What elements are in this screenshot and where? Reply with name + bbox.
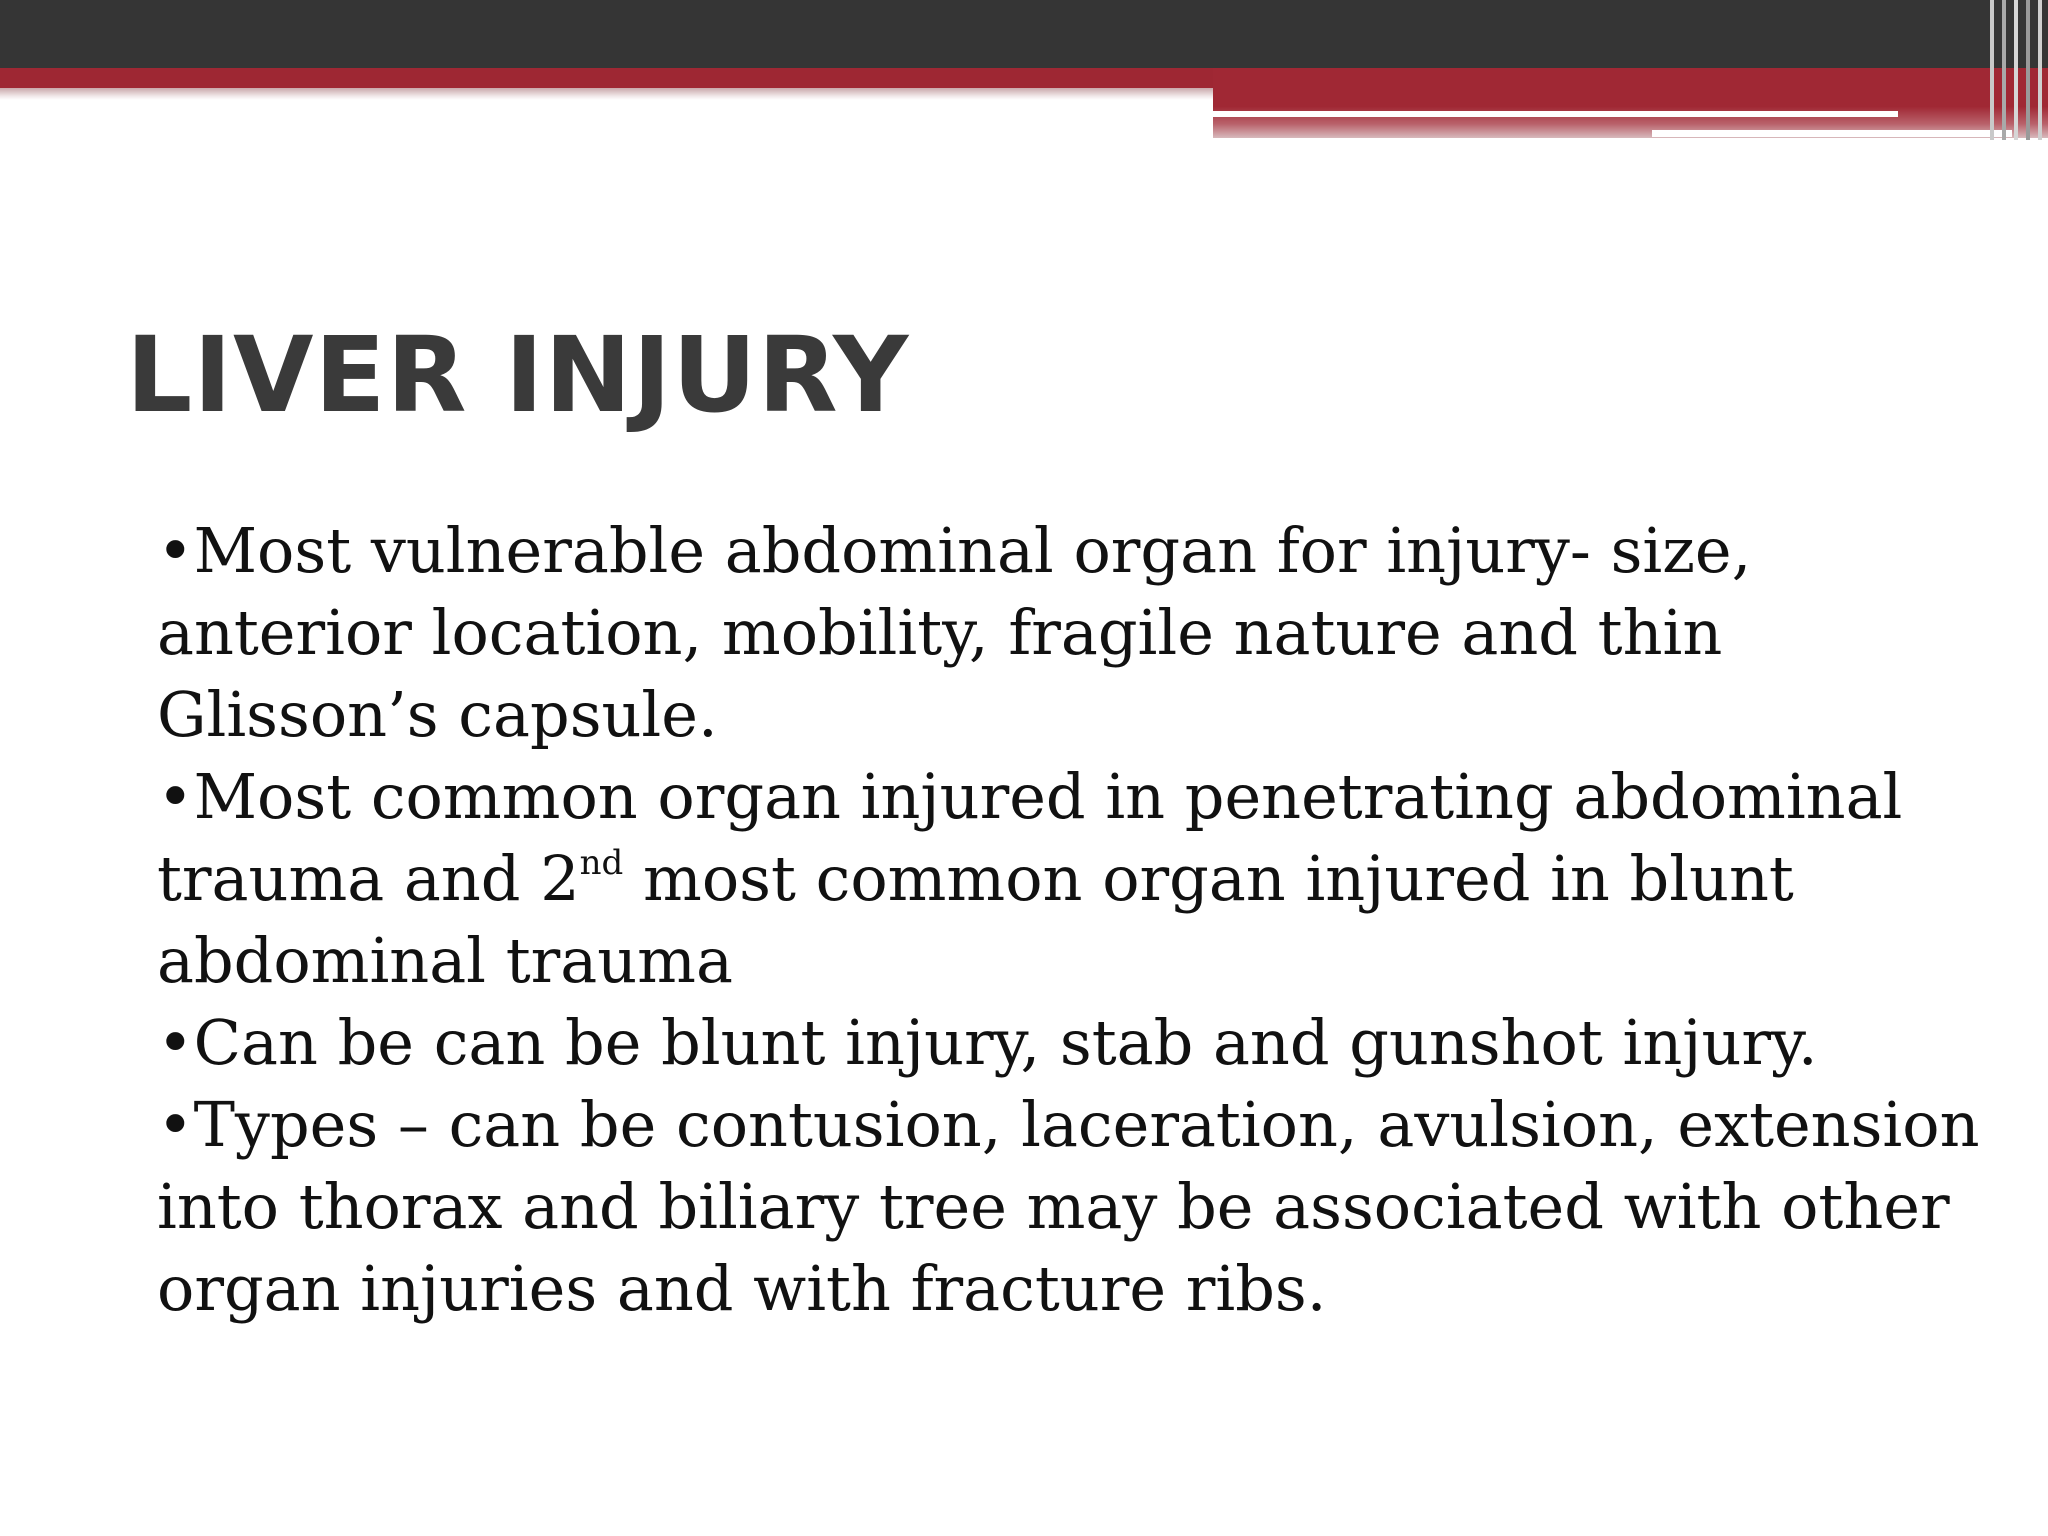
header-band-red-left xyxy=(0,68,1215,88)
bullet-item: •Can be can be blunt injury, stab and gunshot injury. xyxy=(157,1006,1818,1079)
bullet-item: •Types – can be contusion, laceration, avulsion, extension into thorax and biliary tree may be associated with other organ injuries and with fracture ribs. xyxy=(157,1088,1980,1325)
slide-body xyxy=(157,510,2007,1330)
bullet-item xyxy=(157,756,2007,1002)
header-edge-stripe xyxy=(2026,0,2030,140)
header-band-red-right xyxy=(1213,68,2048,138)
ordinal-superscript: nd xyxy=(579,843,624,883)
header-edge-stripe xyxy=(2038,0,2042,140)
bullet-text: •Most common organ injured in penetrating abdominal trauma and 2 xyxy=(157,760,1903,915)
header-band-dark xyxy=(0,0,2048,70)
bullet-item: •Most vulnerable abdominal organ for injury- size, anterior location, mobility, fragile nature and thin Glisson’s capsule. xyxy=(157,514,1752,751)
header-band-shadow xyxy=(0,88,1215,100)
slide-title: LIVER INJURY xyxy=(126,314,910,436)
header-accent-line xyxy=(1652,130,2012,137)
header-edge-stripe xyxy=(2002,0,2006,140)
bullet-text: most common organ injured in blunt abdominal trauma xyxy=(157,842,1794,997)
header-accent-line xyxy=(1213,111,1898,117)
header-edge-stripe xyxy=(1990,0,1994,140)
header-edge-stripe xyxy=(2014,0,2018,140)
